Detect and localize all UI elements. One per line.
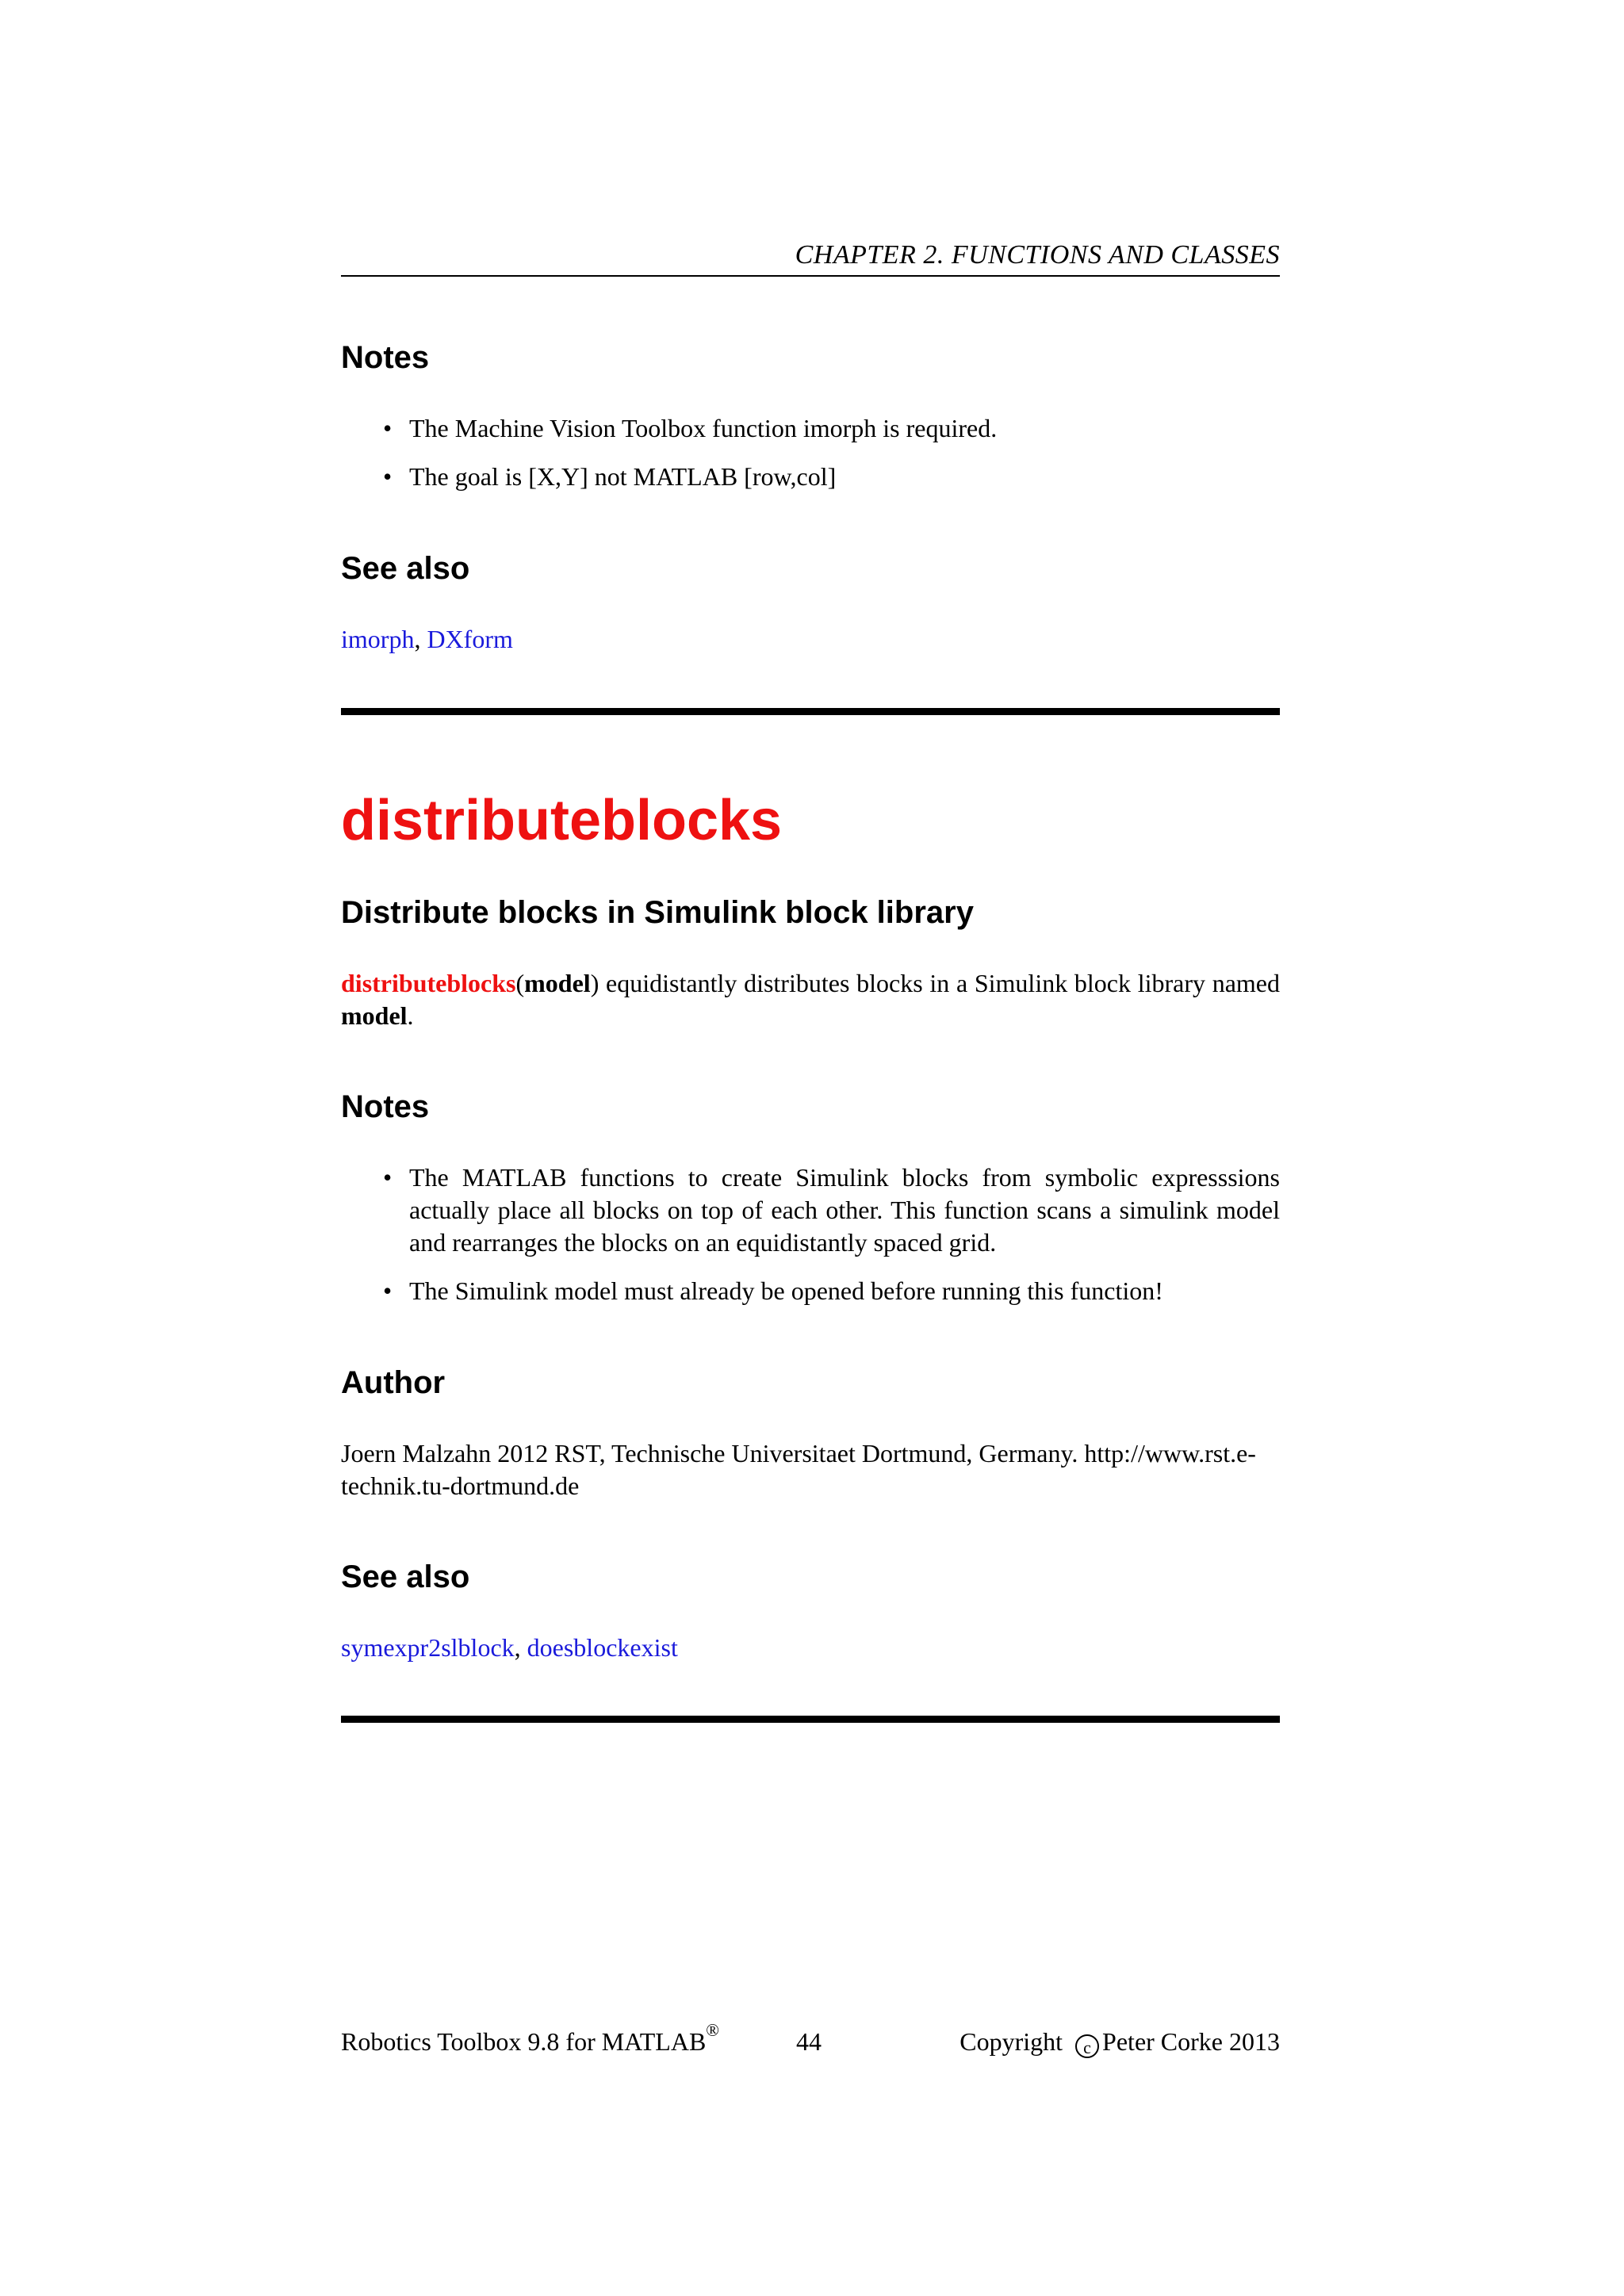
bullet-icon: • [383,462,393,491]
section-separator-rule [341,708,1280,715]
copyright-icon: c [1075,2034,1099,2058]
bullet-icon: • [383,1163,393,1192]
prev-see-also-links: imorph, DXform [341,625,513,653]
entry-subtitle: Distribute blocks in Simulink block library [341,895,974,930]
link-doesblockexist[interactable]: doesblockexist [527,1633,678,1662]
section-end-rule [341,1716,1280,1723]
see-also-links: symexpr2slblock, doesblockexist [341,1633,678,1662]
footer-copyright: Copyright c Peter Corke 2013 [959,2027,1280,2057]
running-header: CHAPTER 2. FUNCTIONS AND CLASSES [795,240,1280,270]
entry-title: distributeblocks [341,789,783,852]
author-heading: Author [341,1365,446,1400]
page-number: 44 [796,2027,822,2056]
prev-see-also-heading: See also [341,551,470,586]
link-imorph[interactable]: imorph [341,625,415,653]
header-rule [341,275,1280,277]
function-name: distributeblocks [341,969,516,997]
document-page [341,0,1280,2296]
author-paragraph: Joern Malzahn 2012 RST, Technische Universitaet Dortmund, Germany. http://www.rst.e- technik.tu-dortmund.de [341,1439,1256,1500]
prev-notes-heading: Notes [341,340,430,375]
notes-list [341,1161,1280,1323]
page-footer [341,2020,1280,2059]
footer-book-title: Robotics Toolbox 9.8 for MATLAB® [341,2020,719,2056]
registered-mark: ® [706,2020,719,2040]
link-dxform[interactable]: DXform [427,625,513,653]
argument-name: model [524,969,591,997]
list-item: • The MATLAB functions to create Simulink blocks from symbolic expresssions actually place all blocks on top of each other. This function scans a simulink model and rearranges the blocks on an equidistantly spaced grid. [383,1163,1280,1257]
prev-notes-list [341,412,1280,509]
bullet-icon: • [383,1276,393,1305]
list-item: • The goal is [X,Y] not MATLAB [row,col] [341,461,1280,493]
usage-paragraph: distributeblocks(model) equidistantly distributes blocks in a Simulink block library named model. [341,969,1280,1030]
list-item: • The Machine Vision Toolbox function imorph is required. [341,412,1280,445]
link-symexpr2slblock[interactable]: symexpr2slblock [341,1633,515,1662]
notes-heading: Notes [341,1089,430,1124]
argument-name: model [341,1001,408,1030]
see-also-heading: See also [341,1559,470,1594]
bullet-icon: • [383,414,393,442]
list-item: • The Simulink model must already be opened before running this function! [341,1275,1280,1307]
